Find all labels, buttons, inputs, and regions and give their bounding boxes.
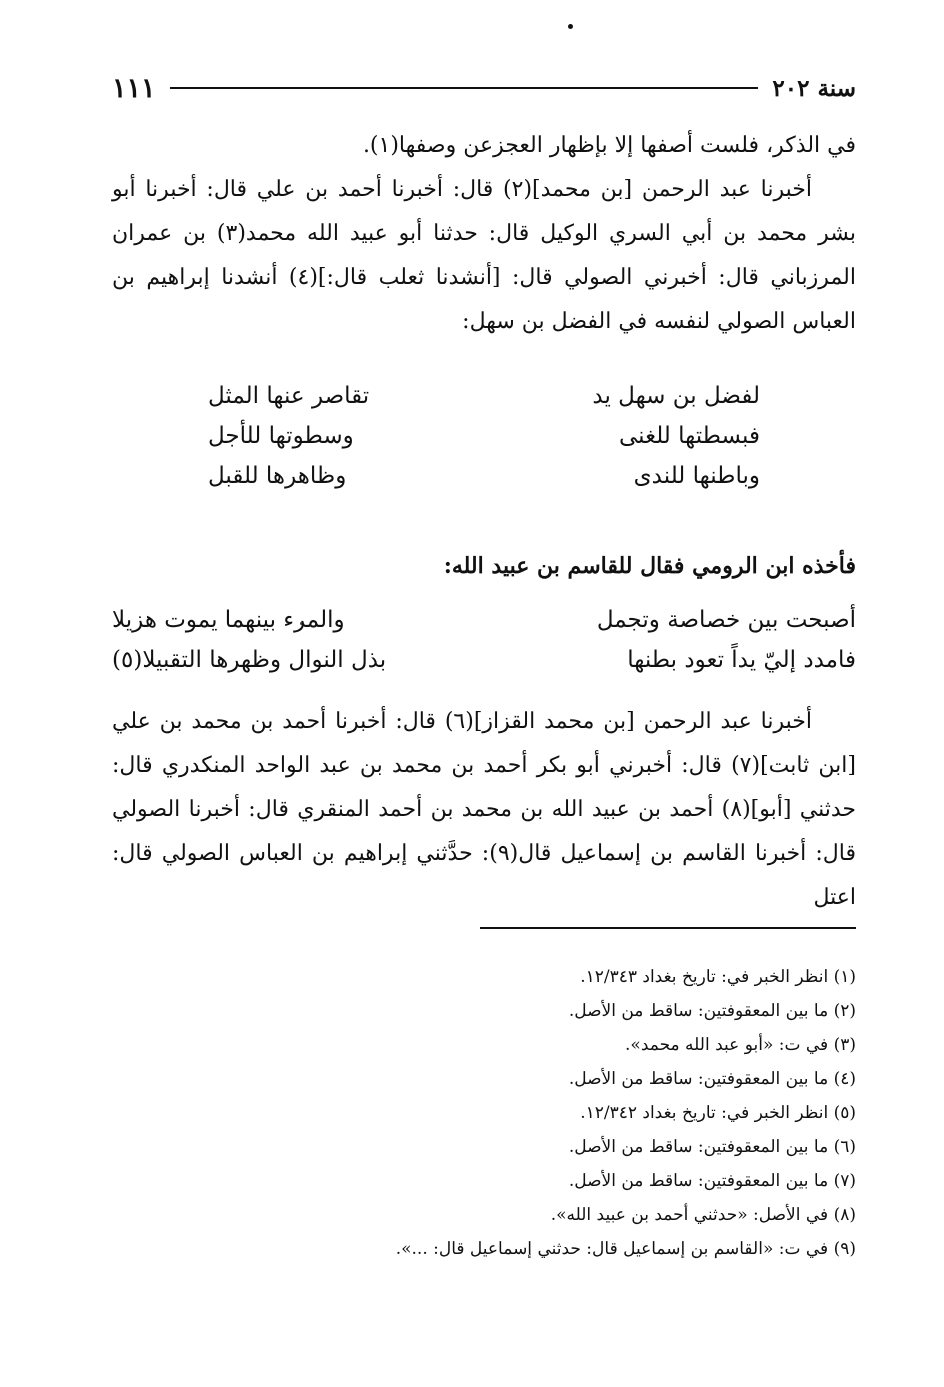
header-rule: [170, 87, 759, 89]
verse-line: [112, 640, 856, 680]
verse-line: [112, 376, 856, 416]
footnote: (٧) ما بين المعقوفتين: ساقط من الأصل.: [568, 1171, 856, 1191]
footnotes: [300, 960, 856, 1266]
verse-second-hemistich: وظاهرها للقبل: [208, 463, 347, 489]
footnote-separator: [480, 927, 856, 929]
footnote: (٥) انظر الخبر في: تاريخ بغداد ١٢/٣٤٢.: [580, 1103, 856, 1123]
paragraph-isnad-1: أخبرنا عبد الرحمن [بن محمد](٢) قال: أخبرنا أحمد بن علي قال: أخبرنا أبو بشر محمد بن أبي السري الوكيل قال: حدثنا أبو عبيد الله محمد(٣) بن عمران المرزباني قال: أخبرني الصولي قال: [أنشدنا ثعلب قال:](٤) أنشدنا إبراهيم بن العباس الصولي لنفسه في الفضل بن سهل:: [112, 177, 856, 334]
paragraph-continuation: في الذكر، فلست أصفها إلا بإظهار العجزعن وصفها(١).: [362, 133, 856, 158]
footnote: (٣) في ت: «أبو عبد الله محمد».: [625, 1035, 856, 1055]
page-number: ١١١: [112, 72, 156, 104]
verse-first-hemistich: لفضل بن سهل يد: [592, 383, 760, 409]
verse-first-hemistich: فامدد إليّ يداً تعود بطنها: [627, 647, 856, 673]
paragraph-ibn-rumi: فأخذه ابن الرومي فقال للقاسم بن عبيد الله:: [443, 553, 856, 579]
verse-second-hemistich: بذل النوال وظهرها التقبيلا(٥): [112, 647, 387, 673]
footnote: (٨) في الأصل: «حدثني أحمد بن عبيد الله».: [550, 1205, 856, 1225]
footnote: (٦) ما بين المعقوفتين: ساقط من الأصل.: [568, 1137, 856, 1157]
verse-line: [112, 456, 856, 496]
footnote: (١) انظر الخبر في: تاريخ بغداد ١٢/٣٤٣.: [580, 967, 856, 987]
year-label: سنة ٢٠٢: [772, 74, 856, 102]
verse-line: [112, 416, 856, 456]
poem-1: [112, 376, 856, 496]
paragraph-isnad-2: أخبرنا عبد الرحمن [بن محمد القزاز](٦) قال: أخبرنا أحمد بن محمد بن علي [ابن ثابت](٧) قال: أخبرني أبو بكر أحمد بن محمد بن عبد الواحد المنكدري قال: حدثني [أبو](٨) أحمد بن عبيد الله بن محمد بن أحمد المنقري قال: أخبرنا الصولي قال: أخبرنا القاسم بن إسماعيل قال(٩): حدَّثني إبراهيم بن العباس الصولي قال: اعتل: [112, 709, 857, 910]
verse-first-hemistich: وباطنها للندى: [633, 463, 760, 489]
main-text-block-2: [112, 700, 856, 920]
verse-second-hemistich: وسطوتها للأجل: [208, 423, 354, 449]
verse-second-hemistich: تقاصر عنها المثل: [208, 383, 370, 409]
main-text-block-1: [112, 124, 856, 344]
footnote: (٤) ما بين المعقوفتين: ساقط من الأصل.: [568, 1069, 856, 1089]
verse-second-hemistich: والمرء بينهما يموت هزيلا: [112, 607, 345, 633]
verse-first-hemistich: فبسطتها للغنى: [618, 423, 760, 449]
page-header: [112, 70, 856, 106]
verse-line: [112, 600, 856, 640]
poem-2: [112, 600, 856, 680]
verse-first-hemistich: أصبحت بين خصاصة وتجمل: [596, 607, 856, 633]
footnote: (٢) ما بين المعقوفتين: ساقط من الأصل.: [568, 1001, 856, 1021]
footnote: (٩) في ت: «القاسم بن إسماعيل قال: حدثني إسماعيل قال: ...».: [395, 1239, 856, 1259]
ink-speck: [568, 24, 573, 29]
